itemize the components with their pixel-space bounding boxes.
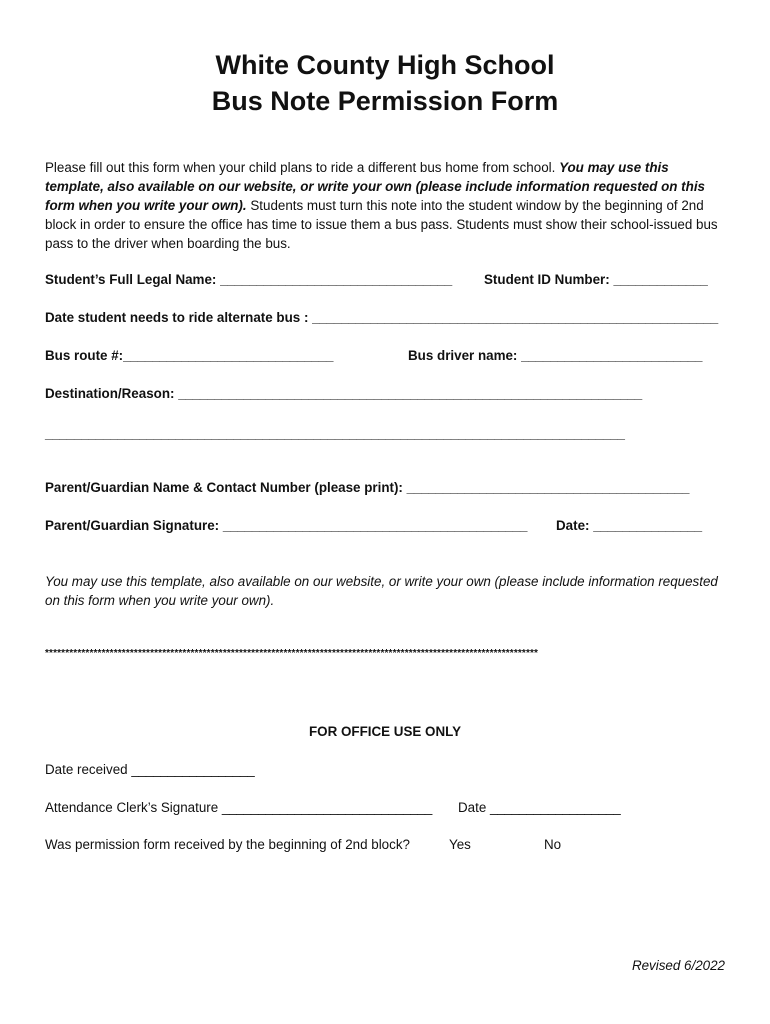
parent-signature-field[interactable]: __________________________________________ (222, 518, 528, 533)
parent-name-field[interactable]: _______________________________________ (406, 480, 690, 495)
clerk-date-label: Date (458, 800, 491, 815)
student-name-row (45, 271, 452, 289)
yes-option[interactable]: Yes (449, 837, 471, 852)
intro-paragraph (45, 158, 730, 253)
date-received-field[interactable]: _________________ (131, 762, 255, 777)
office-use-heading: FOR OFFICE USE ONLY (308, 724, 462, 739)
page-title-line-1: White County High School (215, 50, 555, 80)
clerk-signature-label: Attendance Clerk’s Signature (45, 800, 222, 815)
student-name-label: Student’s Full Legal Name: (45, 272, 221, 287)
clerk-date-field[interactable]: __________________ (490, 800, 621, 815)
permission-question: Was permission form received by the beginning of 2nd block? (45, 837, 410, 852)
parent-signature-label: Parent/Guardian Signature: (45, 518, 223, 533)
parent-signature-row (45, 517, 527, 535)
alternate-date-field[interactable]: ________________________________________________________ (312, 310, 718, 325)
date-received-label: Date received (45, 762, 132, 777)
destination-field[interactable]: ________________________________________________________________ (178, 386, 643, 401)
destination-row (45, 385, 642, 403)
intro-emphasis: You may use this template, also available on our website, or write your own (please include information requested on this form when you write your own). (45, 160, 705, 213)
destination-field-2[interactable]: ________________________________________________________________________________ (45, 426, 625, 441)
parent-date-field[interactable]: _______________ (593, 518, 702, 533)
bus-route-row (45, 347, 333, 365)
intro-text-2: Students must turn this note into the student window by the beginning of 2nd block in order to ensure the office has time to issue them a bus pass. Students must show their school-issued bus pass to the driver when boarding the bus. (45, 198, 718, 251)
clerk-date-row (458, 799, 620, 817)
parent-date-label: Date: (556, 518, 594, 533)
bus-driver-field[interactable]: _________________________ (521, 348, 703, 363)
student-id-label: Student ID Number: (484, 272, 614, 287)
bus-driver-label: Bus driver name: (408, 348, 522, 363)
date-received-row (45, 761, 255, 779)
bus-route-field[interactable]: _____________________________ (123, 348, 334, 363)
alternate-date-label: Date student needs to ride alternate bus : (45, 310, 313, 325)
destination-row-2 (45, 425, 625, 443)
template-note: You may use this template, also available on our website, or write your own (please include information requested on this form when you write your own). (45, 574, 718, 608)
alternate-date-row (45, 309, 718, 327)
parent-name-row (45, 479, 689, 497)
clerk-signature-row (45, 799, 432, 817)
page-title-line-2: Bus Note Permission Form (211, 86, 559, 116)
bus-driver-row (408, 347, 702, 365)
student-id-field[interactable]: _____________ (613, 272, 708, 287)
student-id-row (484, 271, 708, 289)
intro-text-1: Please fill out this form when your child plans to ride a different bus home from school. (45, 160, 560, 175)
no-option[interactable]: No (544, 837, 562, 852)
student-name-field[interactable]: ________________________________ (220, 272, 453, 287)
bus-route-label: Bus route #: (45, 348, 124, 363)
parent-name-label: Parent/Guardian Name & Contact Number (please print): (45, 480, 407, 495)
revision-date: Revised 6/2022 (631, 958, 725, 973)
destination-label: Destination/Reason: (45, 386, 179, 401)
clerk-signature-field[interactable]: _____________________________ (221, 800, 433, 815)
separator: ************************************************************************************************************************** (45, 648, 539, 659)
parent-date-row (556, 517, 702, 535)
